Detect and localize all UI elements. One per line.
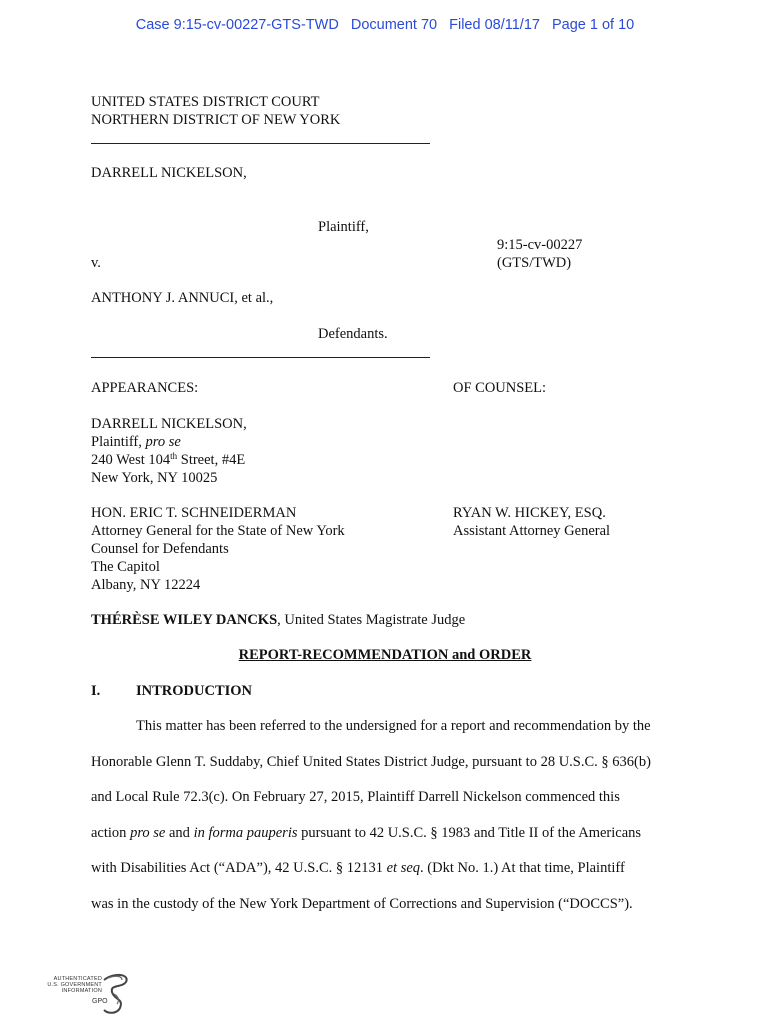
judge-line <box>91 612 465 629</box>
body-line-2: Honorable Glenn T. Suddaby, Chief United States District Judge, pursuant to 28 U.S.C. § 636(b) <box>91 753 651 770</box>
section-title: INTRODUCTION <box>136 683 253 699</box>
of-counsel-block <box>453 504 610 540</box>
defense-title: Attorney General for the State of New York <box>91 523 345 539</box>
gpo-logo-text: AUTHENTICATED U.S. GOVERNMENT INFORMATION <box>47 976 102 994</box>
defense-role: Counsel for Defendants <box>91 541 229 557</box>
court-line-1: UNITED STATES DISTRICT COURT <box>91 94 320 110</box>
header-case-number: Case 9:15-cv-00227-GTS-TWD <box>135 17 339 33</box>
body-line-3: and Local Rule 72.3(c). On February 27, 2015, Plaintiff Darrell Nickelson commenced this <box>91 789 620 806</box>
defense-appearance <box>91 504 345 594</box>
defense-address-2: Albany, NY 12224 <box>91 577 201 593</box>
section-number: I. <box>91 683 101 699</box>
of-counsel-heading: OF COUNSEL: <box>453 380 547 396</box>
defendant-role: Defendants. <box>318 326 388 342</box>
header-filed-date: Filed 08/11/17 <box>449 17 540 33</box>
plaintiff-name: DARRELL NICKELSON, <box>91 165 247 181</box>
body-line-4: action pro se and in forma pauperis pursuant to 42 U.S.C. § 1983 and Title II of the Americans <box>91 824 642 841</box>
plaintiff-role: Plaintiff, <box>318 219 369 235</box>
court-name <box>91 93 340 129</box>
judge-name: THÉRÈSE WILEY DANCKS <box>91 612 278 628</box>
ecf-header <box>0 17 770 33</box>
of-counsel-title: Assistant Attorney General <box>453 523 611 539</box>
header-document: Document 70 <box>350 17 438 33</box>
body-line-1: This matter has been referred to the undersigned for a report and recommendation by the <box>136 718 651 734</box>
caption-top-rule <box>91 143 430 144</box>
caption-bottom-rule <box>91 357 430 358</box>
defense-name: HON. ERIC T. SCHNEIDERMAN <box>91 505 297 521</box>
appearances-heading: APPEARANCES: <box>91 380 199 396</box>
court-line-2: NORTHERN DISTRICT OF NEW YORK <box>91 112 341 128</box>
plaintiff-appearance-role: Plaintiff, pro se <box>91 434 181 450</box>
plaintiff-appearance <box>91 415 247 487</box>
plaintiff-appearance-name: DARRELL NICKELSON, <box>91 416 247 432</box>
header-page-number: Page 1 of 10 <box>551 17 635 33</box>
plaintiff-address: 240 West 104th Street, #4E <box>91 451 246 468</box>
case-number-line-1: 9:15-cv-00227 <box>497 237 583 253</box>
of-counsel-name: RYAN W. HICKEY, ESQ. <box>453 505 606 521</box>
versus-label: v. <box>91 255 101 271</box>
gpo-mark: GPO <box>92 998 108 1005</box>
order-title: REPORT-RECOMMENDATION and ORDER <box>238 647 532 663</box>
plaintiff-city: New York, NY 10025 <box>91 470 218 486</box>
body-line-5: with Disabilities Act (“ADA”), 42 U.S.C. § 12131 et seq. (Dkt No. 1.) At that time, Plaintiff <box>91 860 625 877</box>
gpo-authentication-logo <box>42 972 132 1018</box>
defendant-name: ANTHONY J. ANNUCI, et al., <box>91 290 274 306</box>
judge-title: , United States Magistrate Judge <box>277 612 466 628</box>
eagle-swirl-icon <box>100 972 132 1016</box>
introduction-paragraph <box>91 709 691 923</box>
case-number-line-2: (GTS/TWD) <box>497 255 572 271</box>
body-line-6: was in the custody of the New York Department of Corrections and Supervision (“DOCCS”). <box>91 895 633 912</box>
defense-address-1: The Capitol <box>91 559 160 575</box>
